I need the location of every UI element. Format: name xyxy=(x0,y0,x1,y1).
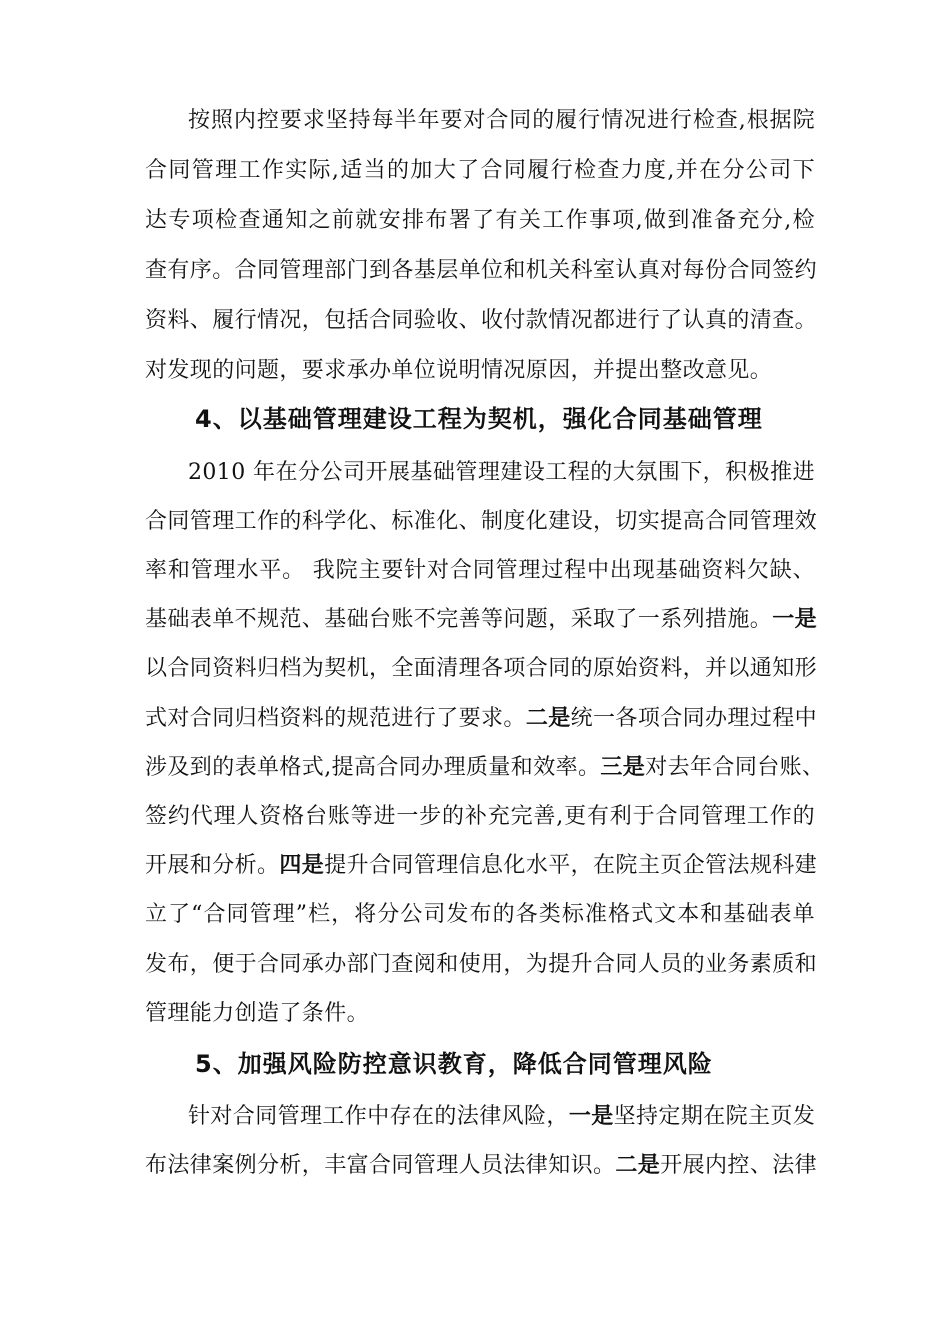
paragraph-2-line-7 xyxy=(145,755,825,781)
paragraph-1-line-3: 达专项检查通知之前就安排布署了有关工作事项,做到准备充分,检 xyxy=(145,208,815,233)
paragraph-3-line-1-text-a: 针对合同管理工作中存在的法律风险， xyxy=(188,1104,569,1129)
paragraph-1-line-4: 查有序。合同管理部门到各基层单位和机关科室认真对每份合同签约 xyxy=(145,258,818,283)
paragraph-2-line-9-text-b: 提升合同管理信息化水平，在院主页企管法规科建 xyxy=(324,853,818,878)
paragraph-2-line-7-text-b: 对去年合同台账、 xyxy=(645,755,825,780)
section-heading-5: 5、加强风险防控意识教育，降低合同管理风险 xyxy=(195,1050,713,1078)
section-heading-4: 4、以基础管理建设工程为契机，强化合同基础管理 xyxy=(195,405,763,433)
paragraph-1-line-5: 资料、履行情况，包括合同验收、收付款情况都进行了认真的清查。 xyxy=(145,308,818,333)
paragraph-2-line-7-text-a: 涉及到的表单格式,提高合同办理质量和效率。 xyxy=(145,755,601,780)
paragraph-3-line-2-text-a: 布法律案例分析，丰富合同管理人员法律知识。 xyxy=(145,1153,616,1178)
paragraph-3-line-1 xyxy=(188,1104,815,1130)
emphasis-er-shi: 二是 xyxy=(525,706,571,731)
paragraph-1-line-6: 对发现的问题，要求承办单位说明情况原因，并提出整改意见。 xyxy=(145,358,773,383)
paragraph-2-line-3: 率和管理水平。 我院主要针对合同管理过程中出现基础资料欠缺、 xyxy=(145,558,815,583)
paragraph-2-line-6 xyxy=(145,706,818,732)
paragraph-2-line-9-text-a: 开展和分析。 xyxy=(145,853,280,878)
paragraph-2-line-5: 以合同资料归档为契机，全面清理各项合同的原始资料，并以通知形 xyxy=(145,656,818,681)
emphasis-si-shi: 四是 xyxy=(279,853,325,878)
paragraph-2-line-1: 2010 年在分公司开展基础管理建设工程的大氛围下，积极推进 xyxy=(188,460,815,485)
paragraph-2-line-8: 签约代理人资格台账等进一步的补充完善,更有利于合同管理工作的 xyxy=(145,804,815,829)
emphasis-er-shi-2: 二是 xyxy=(615,1153,661,1178)
paragraph-2-line-10: 立了“合同管理”栏，将分公司发布的各类标准格式文本和基础表单 xyxy=(145,902,815,927)
paragraph-2-line-2: 合同管理工作的科学化、标准化、制度化建设，切实提高合同管理效 xyxy=(145,509,818,534)
paragraph-3-line-2-text-b: 开展内控、法律 xyxy=(660,1153,818,1178)
emphasis-yi-shi: 一是 xyxy=(772,607,818,632)
paragraph-2-line-6-text-b: 统一各项合同办理过程中 xyxy=(570,706,818,731)
paragraph-2-line-12: 管理能力创造了条件。 xyxy=(145,1001,370,1026)
paragraph-1-line-1: 按照内控要求坚持每半年要对合同的履行情况进行检查,根据院 xyxy=(188,108,815,133)
paragraph-3-line-1-text-b: 坚持定期在院主页发 xyxy=(613,1104,816,1129)
paragraph-3-line-2 xyxy=(145,1153,818,1179)
emphasis-san-shi: 三是 xyxy=(600,755,646,780)
paragraph-2-line-6-text-a: 式对合同归档资料的规范进行了要求。 xyxy=(145,706,526,731)
paragraph-2-line-4-text: 基础表单不规范、基础台账不完善等问题，采取了一系列措施。 xyxy=(145,607,773,632)
paragraph-2-line-11: 发布，便于合同承办部门查阅和使用，为提升合同人员的业务素质和 xyxy=(145,952,818,977)
emphasis-yi-shi-2: 一是 xyxy=(568,1104,614,1129)
paragraph-1-line-2: 合同管理工作实际,适当的加大了合同履行检查力度,并在分公司下 xyxy=(145,158,815,183)
paragraph-2-line-4 xyxy=(145,607,818,633)
paragraph-2-line-9 xyxy=(145,853,818,879)
